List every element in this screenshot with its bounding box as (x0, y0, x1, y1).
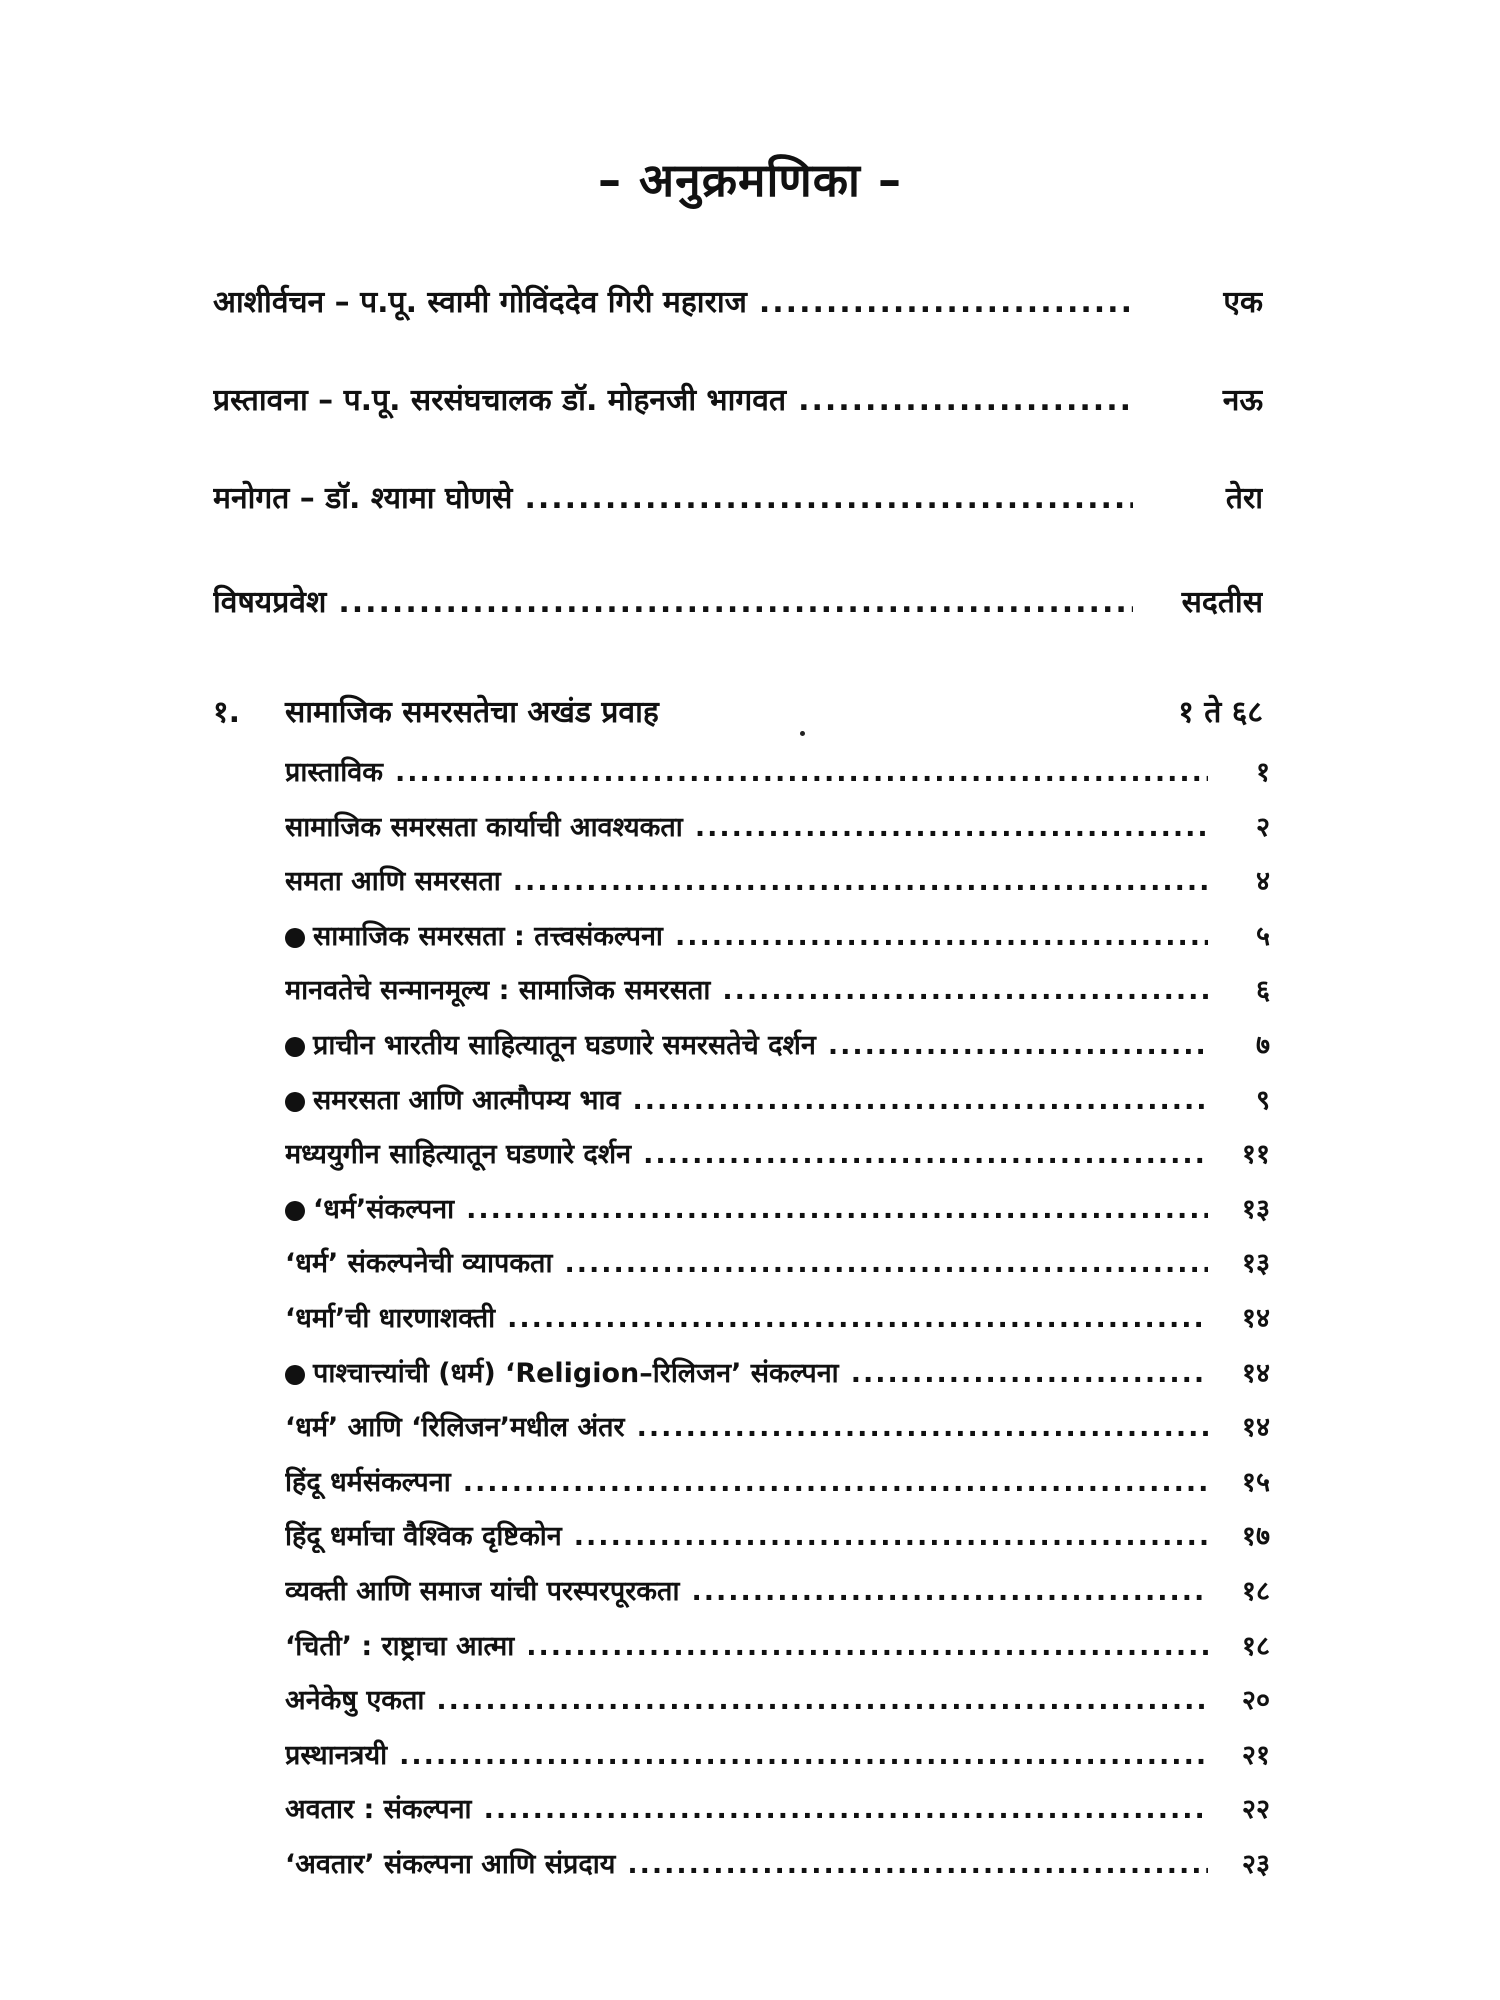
dot-leader (466, 1194, 1208, 1225)
toc-entry-text: अनेकेषु एकता (285, 1685, 425, 1716)
dot-leader (632, 1085, 1208, 1116)
bullet-icon (285, 1092, 305, 1112)
toc-entry-label: मनोगत – डॉ. श्यामा घोणसे (213, 481, 513, 516)
stray-mark (800, 731, 805, 736)
toc-entry-text: ‘धर्म’संकल्पना (313, 1194, 455, 1225)
toc-entry-text: प्रस्थानत्रयी (285, 1740, 388, 1771)
dot-leader (436, 1685, 1208, 1716)
dot-leader (691, 1576, 1208, 1607)
toc-front-entry (213, 476, 1263, 517)
toc-front-entry (213, 378, 1263, 419)
dot-leader (513, 866, 1208, 897)
toc-entry-label (285, 1407, 625, 1444)
toc-entry-label (285, 1298, 495, 1335)
toc-entry-label (285, 752, 383, 789)
toc-entry-text: सामाजिक समरसता कार्याची आवश्यकता (285, 812, 683, 843)
dot-leader (695, 812, 1208, 843)
dot-leader (507, 1303, 1208, 1334)
dot-leader (851, 1358, 1208, 1389)
dot-leader (798, 383, 1133, 418)
toc-entry (285, 970, 1270, 1007)
toc-entry-page: ५ (1255, 921, 1270, 952)
toc-entry (285, 752, 1270, 789)
toc-entry-page: २ (1255, 812, 1270, 843)
toc-entry (285, 1626, 1270, 1663)
toc-entry-page: तेरा (1225, 481, 1263, 516)
toc-entry-page: नऊ (1222, 383, 1263, 418)
toc-entry-label (285, 1516, 562, 1553)
toc-entry-label (285, 861, 501, 898)
dot-leader (574, 1521, 1208, 1552)
dot-leader (395, 757, 1208, 788)
toc-entry-text: प्रास्ताविक (285, 757, 383, 788)
dot-leader (828, 1030, 1208, 1061)
toc-entry (285, 916, 1270, 953)
toc-entry-label (285, 916, 663, 953)
toc-entry (285, 861, 1270, 898)
toc-entry-text: मध्ययुगीन साहित्यातून घडणारे दर्शन (285, 1139, 632, 1170)
toc-entry (285, 1134, 1270, 1171)
toc-entry-text: प्राचीन भारतीय साहित्यातून घडणारे समरसतेचे दर्शन (313, 1030, 816, 1061)
toc-entry-page: ७ (1255, 1030, 1270, 1061)
toc-entry (285, 1298, 1270, 1335)
toc-entry-label (285, 1626, 514, 1663)
toc-entry (285, 1789, 1270, 1826)
toc-entry-page: २० (1241, 1685, 1270, 1716)
dot-leader (643, 1139, 1208, 1170)
toc-entry-label (285, 1462, 451, 1499)
toc-entry-label (285, 1789, 472, 1826)
toc-entry (285, 1243, 1270, 1280)
toc-entry-page: ११ (1241, 1139, 1270, 1170)
chapter-title: सामाजिक समरसतेचा अखंड प्रवाह (285, 695, 659, 730)
toc-entry (285, 807, 1270, 844)
dot-leader (627, 1849, 1208, 1880)
toc-entry-text: ‘चिती’ : राष्ट्राचा आत्मा (285, 1631, 515, 1662)
toc-entry-text: सामाजिक समरसता : तत्त्वसंकल्पना (313, 921, 663, 952)
toc-entry-page: एक (1223, 285, 1263, 320)
toc-entry-page: १७ (1241, 1521, 1270, 1552)
toc-entry-page: ४ (1255, 866, 1270, 897)
toc-entry-page: १४ (1241, 1303, 1270, 1334)
toc-entry-page: १५ (1241, 1467, 1270, 1498)
toc-entry-page: सदतीस (1181, 585, 1263, 620)
toc-entry-text: ‘धर्म’ आणि ‘रिलिजन’मधील अंतर (285, 1412, 625, 1443)
toc-entry-label (285, 1025, 816, 1062)
toc-front-entry (213, 280, 1263, 321)
page-title: – अनुक्रमणिका – (598, 153, 902, 207)
toc-entry-label (285, 1243, 552, 1280)
toc-entry (285, 1462, 1270, 1499)
toc-entry (285, 1571, 1270, 1608)
toc-entry-page: १८ (1241, 1576, 1270, 1607)
toc-entry-page: १ (1255, 757, 1270, 788)
toc-entry-label (285, 1189, 454, 1226)
toc-entry-label (285, 1735, 387, 1772)
toc-entry-label (285, 1353, 839, 1390)
toc-entry-page: १३ (1241, 1248, 1270, 1279)
dot-leader (722, 975, 1208, 1006)
bullet-icon (285, 1201, 305, 1221)
chapter-page-range: १ ते ६८ (1178, 695, 1263, 730)
toc-entry-label (285, 1134, 631, 1171)
toc-entry-text: ‘धर्मा’ची धारणाशक्ती (285, 1303, 496, 1334)
dot-leader (759, 285, 1133, 320)
toc-entry-text: समता आणि समरसता (285, 866, 501, 897)
toc-entry-label (285, 1080, 620, 1117)
toc-entry (285, 1735, 1270, 1772)
dot-leader (564, 1248, 1208, 1279)
toc-entry-page: २१ (1241, 1740, 1270, 1771)
toc-entry-page: १३ (1241, 1194, 1270, 1225)
toc-entry-label (285, 1844, 615, 1881)
toc-entry-label: विषयप्रवेश (213, 585, 327, 620)
toc-entry-page: १८ (1241, 1631, 1270, 1662)
toc-entry-text: समरसता आणि आत्मौपम्य भाव (313, 1085, 621, 1116)
toc-entry (285, 1189, 1270, 1226)
toc-entry (285, 1844, 1270, 1881)
toc-entry-label (285, 1571, 679, 1608)
toc-entry-page: २३ (1241, 1849, 1270, 1880)
toc-entry-page: २२ (1241, 1794, 1270, 1825)
toc-entry-label: आशीर्वचन – प.पू. स्वामी गोविंददेव गिरी महाराज (213, 285, 747, 320)
toc-front-entry (213, 580, 1263, 621)
toc-entry-text: हिंदू धर्मसंकल्पना (285, 1467, 451, 1498)
toc-entry (285, 1516, 1270, 1553)
toc-entry-label (285, 807, 683, 844)
toc-entry-text: ‘धर्म’ संकल्पनेची व्यापकता (285, 1248, 553, 1279)
toc-entry (285, 1353, 1270, 1390)
toc-entry-text: पाश्चात्त्यांची (धर्म) ‘Religion–रिलिजन’ संकल्पना (313, 1358, 839, 1389)
toc-entry-text: अवतार : संकल्पना (285, 1794, 472, 1825)
toc-entry-page: ६ (1255, 975, 1270, 1006)
toc-entry (285, 1680, 1270, 1717)
toc-entry-label (285, 970, 710, 1007)
dot-leader (526, 1631, 1208, 1662)
dot-leader (399, 1740, 1208, 1771)
chapter-heading (213, 690, 1263, 731)
toc-entry-text: व्यक्ती आणि समाज यांची परस्परपूरकता (285, 1576, 680, 1607)
toc-entry-text: ‘अवतार’ संकल्पना आणि संप्रदाय (285, 1849, 616, 1880)
dot-leader (524, 481, 1133, 516)
toc-entry-label: प्रस्तावना – प.पू. सरसंघचालक डॉ. मोहनजी भागवत (213, 383, 787, 418)
toc-entry-label (285, 1680, 424, 1717)
toc-entry-text: मानवतेचे सन्मानमूल्य : सामाजिक समरसता (285, 975, 711, 1006)
dot-leader (637, 1412, 1208, 1443)
dot-leader (463, 1467, 1208, 1498)
toc-entry-page: १४ (1241, 1358, 1270, 1389)
toc-entry (285, 1080, 1270, 1117)
dot-leader (338, 585, 1133, 620)
toc-entry-page: १४ (1241, 1412, 1270, 1443)
chapter-number: १. (213, 695, 240, 730)
dot-leader (484, 1794, 1208, 1825)
bullet-icon (285, 928, 305, 948)
bullet-icon (285, 1365, 305, 1385)
toc-entry-page: ९ (1255, 1085, 1270, 1116)
dot-leader (675, 921, 1208, 952)
bullet-icon (285, 1037, 305, 1057)
toc-entry-text: हिंदू धर्माचा वैश्विक दृष्टिकोन (285, 1521, 562, 1552)
toc-entry (285, 1025, 1270, 1062)
toc-entry (285, 1407, 1270, 1444)
